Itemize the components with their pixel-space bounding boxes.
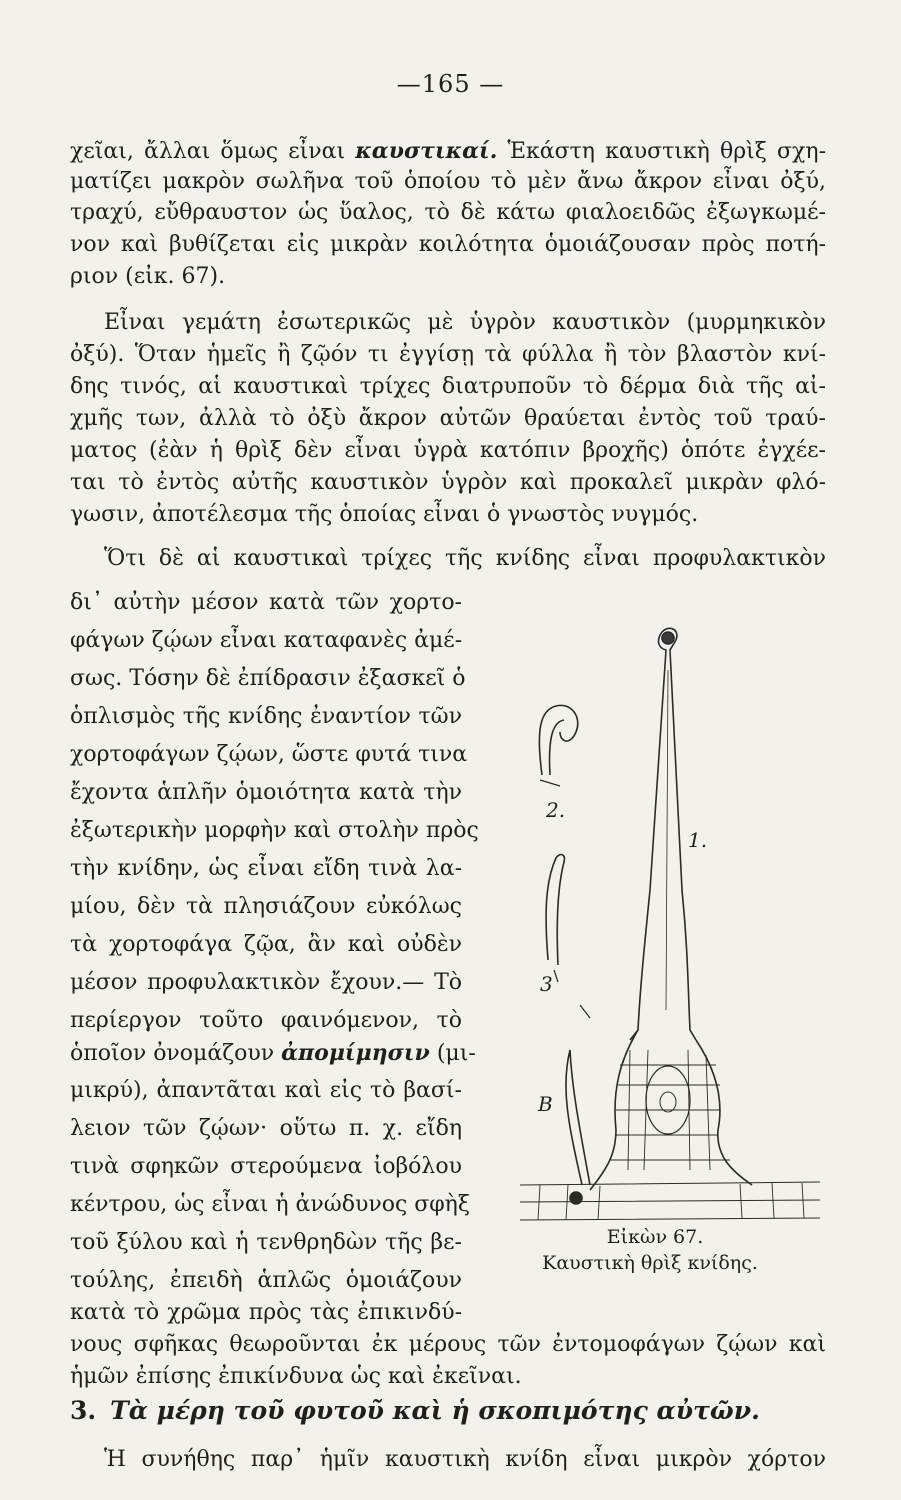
text-line: μέσον προφυλακτικὸν ἔχουν.— Τὸ [70, 970, 462, 995]
text-line: τὰ χορτοφάγα ζῷα, ἂν καὶ οὐδὲν [70, 932, 462, 957]
emphasis-term: ἀπομίμησιν [281, 1040, 430, 1066]
figure-label: 3 [540, 972, 553, 996]
text-line: σως. Τόσην δὲ ἐπίδρασιν ἐξασκεῖ ὁ [70, 666, 466, 691]
text-line: ριον (εἰκ. 67). [70, 264, 226, 289]
text-line: μικρύ), ἀπαντᾶται καὶ εἰς τὸ βασί- [70, 1078, 462, 1103]
text-line: τραχύ, εὔθραυστον ὡς ὕαλος, τὸ δὲ κάτω φιαλοειδῶς ἐξωγκωμέ- [70, 200, 826, 225]
text-line: φάγων ζῴων εἶναι καταφανὲς ἀμέ- [70, 628, 463, 653]
text-line: γωσιν, ἀποτέλεσμα τῆς ὁποίας εἶναι ὁ γνωστὸς νυγμός. [70, 502, 699, 527]
figure-label: 1. [688, 828, 708, 852]
section-title: Τὰ μέρη τοῦ φυτοῦ καὶ ἡ σκοπιμότης αὐτῶν. [110, 1396, 760, 1425]
text-line: ὁποῖον ὀνομάζουν ἀπομίμησιν (μι- [70, 1040, 476, 1066]
section-number: 3. [70, 1396, 97, 1425]
text-line: λειον τῶν ζῴων· οὕτω π. χ. εἴδη [70, 1116, 462, 1141]
figure-caption-text: Καυστικὴ θρὶξ κνίδης. [542, 1252, 758, 1274]
text-line: ματος (ἐὰν ἡ θρὶξ δὲν εἶναι ὑγρὰ κατόπιν βροχῆς) ὁπότε ἐγχέε- [70, 438, 826, 463]
text-line: δης τινός, αἱ καυστικαὶ τρίχες διατρυποῦν τὸ δέρμα διὰ τῆς αἰ- [70, 374, 826, 399]
text-line: τούλης, ἐπειδὴ ἁπλῶς ὁμοιάζουν [70, 1268, 462, 1293]
text-line: ματίζει μακρὸν σωλῆνα τοῦ ὁποίου τὸ μὲν ἄνω ἄκρον εἶναι ὀξύ, [70, 169, 826, 194]
text-line: χμῆς των, ἀλλὰ τὸ ὀξὺ ἄκρον αὐτῶν θραύεται ἐντὸς τοῦ τραύ- [70, 406, 826, 431]
text-line: Εἶναι γεμάτη ἐσωτερικῶς μὲ ὑγρὸν καυστικὸν (μυρμηκικὸν [104, 310, 826, 335]
text-line: νους σφῆκας θεωροῦνται ἐκ μέρους τῶν ἐντομοφάγων ζῴων καὶ [70, 1332, 826, 1357]
figure-label: B [538, 1092, 553, 1116]
text-line: ἔχοντα ἁπλῆν ὁμοιότητα κατὰ τὴν [70, 780, 462, 805]
figure-label: 2. [546, 798, 566, 822]
stinging-hair-illustration [520, 610, 820, 1230]
text-line: ται τὸ ἐντὸς αὐτῆς καυστικὸν ὑγρὸν καὶ προκαλεῖ μικρὰν φλό- [70, 470, 826, 495]
text-line: χορτοφάγων ζῴων, ὥστε φυτά τινα [70, 742, 468, 767]
text-line: τινὰ σφηκῶν στερούμενα ἰοβόλου [70, 1154, 462, 1179]
page-number: —165 — [396, 70, 505, 98]
text-line: περίεργον τοῦτο φαινόμενον, τὸ [70, 1008, 462, 1033]
text-line: κέντρου, ὡς εἶναι ἡ ἀνώδυνος σφὴξ [70, 1192, 470, 1217]
text-line: ἐξωτερικὴν μορφὴν καὶ στολὴν πρὸς [70, 818, 479, 843]
text-line: χεῖαι, ἄλλαι ὅμως εἶναι καυστικαί. Ἑκάστη καυστικὴ θρὶξ σχη- [70, 138, 826, 164]
text-line: νον καὶ βυθίζεται εἰς μικρὰν κοιλότητα ὁμοιάζουσαν πρὸς ποτή- [70, 232, 826, 257]
text-line: ὀξύ). Ὅταν ἡμεῖς ἢ ζῷόν τι ἐγγίσῃ τὰ φύλλα ἢ τὸν βλαστὸν κνί- [70, 342, 826, 367]
text-line: ὁπλισμὸς τῆς κνίδης ἐναντίον τῶν [70, 704, 462, 729]
text-line: κατὰ τὸ χρῶμα πρὸς τὰς ἐπικινδύ- [70, 1300, 462, 1325]
text-line: μίου, δὲν τὰ πλησιάζουν εὐκόλως [70, 894, 462, 919]
text-line: Ἡ συνήθης παρ᾿ ἡμῖν καυστικὴ κνίδη εἶναι μικρὸν χόρτον [104, 1447, 826, 1472]
text-line: δι᾿ αὐτὴν μέσον κατὰ τῶν χορτο- [70, 590, 462, 615]
text-line: τὴν κνίδην, ὡς εἶναι εἴδη τινὰ λα- [70, 856, 462, 881]
section-heading [70, 1396, 826, 1425]
text-line: Ὅτι δὲ αἱ καυστικαὶ τρίχες τῆς κνίδης εἶναι προφυλακτικὸν [104, 546, 826, 571]
text-line: ἡμῶν ἐπίσης ἐπικίνδυνα ὡς καὶ ἐκεῖναι. [70, 1364, 522, 1389]
emphasis-term: καυστικαί. [355, 138, 498, 164]
figure-caption-title: Εἰκὼν 67. [606, 1226, 704, 1248]
text-line: τοῦ ξύλου καὶ ἡ τενθρηδὼν τῆς βε- [70, 1230, 462, 1255]
